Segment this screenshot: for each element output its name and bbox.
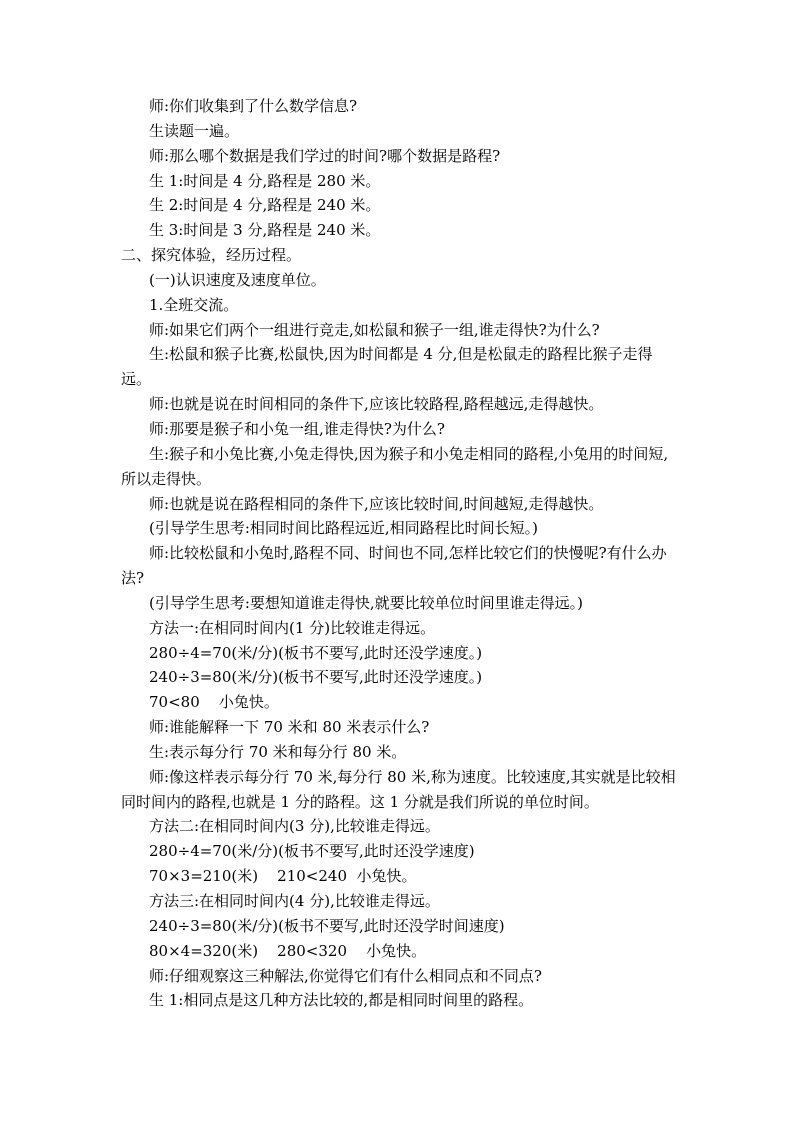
document-body — [121, 94, 677, 1013]
paragraph: (引导学生思考:要想知道谁走得快,就要比较单位时间里谁走得远。) — [149, 593, 584, 612]
paragraph: 方法三:在相同时间内(4 分),比较谁走得远。 — [149, 892, 440, 910]
paragraph: 240÷3=80(米/分)(板书不要写,此时还没学速度。) — [149, 668, 483, 687]
paragraph: 70<80 小兔快。 — [149, 693, 279, 712]
paragraph: 生 3:时间是 3 分,路程是 240 米。 — [149, 221, 381, 240]
paragraph: 生 1:相同点是这几种方法比较的,都是相同时间里的路程。 — [149, 991, 534, 1010]
paragraph: 师:那要是猴子和小兔一组,谁走得快?为什么? — [149, 419, 445, 438]
paragraph: 80×4=320(米) 280<320 小兔快。 — [149, 941, 427, 960]
paragraph: 生:猴子和小兔比赛,小兔走得快,因为猴子和小兔走相同的路程,小兔用的时间短,所以走得快。 — [121, 444, 669, 488]
paragraph: 师:谁能解释一下 70 米和 80 米表示什么? — [149, 718, 430, 737]
paragraph: 师:也就是说在路程相同的条件下,应该比较时间,时间越短,走得越快。 — [149, 494, 604, 513]
paragraph: 生 2:时间是 4 分,路程是 240 米。 — [149, 196, 381, 215]
paragraph: 师:你们收集到了什么数学信息? — [149, 97, 358, 115]
paragraph: 70×3=210(米) 210<240 小兔快。 — [149, 867, 417, 886]
paragraph: 师:仔细观察这三种解法,你觉得它们有什么相同点和不同点? — [149, 966, 542, 985]
paragraph: 师:也就是说在时间相同的条件下,应该比较路程,路程越远,走得越快。 — [149, 395, 604, 414]
paragraph: 280÷4=70(米/分)(板书不要写,此时还没学速度。) — [149, 643, 483, 662]
paragraph: 240÷3=80(米/分)(板书不要写,此时还没学时间速度) — [149, 916, 505, 935]
section-heading: 二、探究体验，经历过程。 — [121, 246, 302, 265]
paragraph: 方法一:在相同时间内(1 分)比较谁走得远。 — [149, 618, 436, 637]
paragraph: 生读题一遍。 — [149, 121, 240, 140]
paragraph: (引导学生思考:相同时间比路程远近,相同路程比时间长短。) — [149, 519, 539, 538]
paragraph: 方法二:在相同时间内(3 分),比较谁走得远。 — [149, 817, 440, 836]
paragraph: 生:表示每分行 70 米和每分行 80 米。 — [149, 742, 407, 761]
paragraph: 师:如果它们两个一组进行竞走,如松鼠和猴子一组,谁走得快?为什么? — [149, 320, 600, 339]
subsection-heading: (一)认识速度及速度单位。 — [149, 270, 326, 289]
paragraph: 师:那么哪个数据是我们学过的时间?哪个数据是路程? — [149, 146, 501, 165]
paragraph: 生 1:时间是 4 分,路程是 280 米。 — [149, 171, 381, 190]
paragraph: 生:松鼠和猴子比赛,松鼠快,因为时间都是 4 分,但是松鼠走的路程比猴子走得远。 — [121, 345, 653, 389]
paragraph: 280÷4=70(米/分)(板书不要写,此时还没学速度) — [149, 842, 475, 861]
paragraph: 师:像这样表示每分行 70 米,每分行 80 米,称为速度。比较速度,其实就是比较相同时间内的路程,也就是 1 分的路程。这 1 分就是我们所说的单位时间。 — [121, 767, 676, 811]
paragraph: 师:比较松鼠和小兔时,路程不同、时间也不同,怎样比较它们的快慢呢?有什么办法? — [121, 544, 667, 588]
paragraph: 1.全班交流。 — [149, 295, 239, 314]
